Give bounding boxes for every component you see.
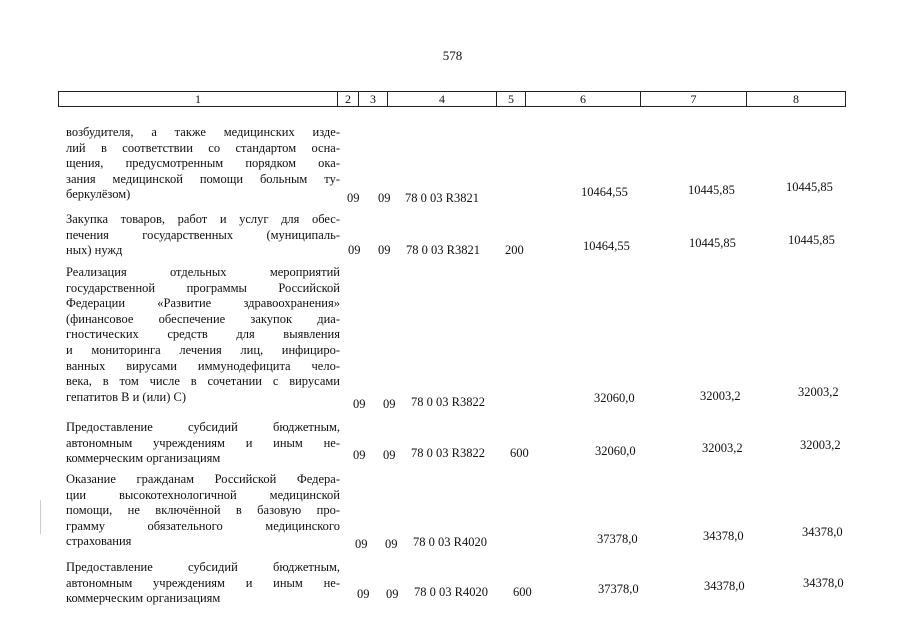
header-col-3: 3 xyxy=(358,91,388,107)
amount-year-1: 37378,0 xyxy=(597,532,638,546)
header-col-8: 8 xyxy=(746,91,846,107)
section-code: 09 xyxy=(347,191,360,205)
amount-year-1: 37378,0 xyxy=(598,582,639,596)
amount-year-2: 32003,2 xyxy=(700,389,741,403)
row-description: Оказание гражданам Российской Федера- ции высокотехнологичной медицинской помощи, не включённой в базовую про- грамму обязательного медицинского страхования xyxy=(66,472,340,549)
amount-year-3: 32003,2 xyxy=(798,385,839,399)
amount-year-3: 10445,85 xyxy=(786,180,833,194)
scan-artifact-line xyxy=(40,500,41,534)
subsection-code: 09 xyxy=(383,397,396,411)
row-description: Предоставление субсидий бюджетным, автономным учреждениям и иным не- коммерческим организациям xyxy=(66,560,340,606)
section-code: 09 xyxy=(357,587,370,601)
amount-year-1: 32060,0 xyxy=(595,444,636,458)
target-article-code: 78 0 03 R4020 xyxy=(414,585,488,599)
section-code: 09 xyxy=(353,397,366,411)
amount-year-2: 10445,85 xyxy=(688,183,735,197)
subsection-code: 09 xyxy=(383,448,396,462)
header-col-4: 4 xyxy=(387,91,497,107)
page-number: 578 xyxy=(442,48,463,63)
target-article-code: 78 0 03 R3822 xyxy=(411,446,485,460)
amount-year-2: 10445,85 xyxy=(689,236,736,250)
section-code: 09 xyxy=(348,243,361,257)
row-description: Предоставление субсидий бюджетным, автономным учреждениям и иным не- коммерческим организациям xyxy=(66,420,340,466)
subsection-code: 09 xyxy=(378,191,391,205)
header-col-5: 5 xyxy=(496,91,526,107)
row-description: Реализация отдельных мероприятий государственной программы Российской Федерации «Развитие здравоохранения» (финансовое обеспечение закупок диа- гностических средств для выявления и мониторинга лечения лиц, инфициро- ванных вирусами иммунодефицита чело- века, в том числе в сочетании с вирусами гепатитов В и (или) С) xyxy=(66,265,340,404)
amount-year-3: 10445,85 xyxy=(788,233,835,247)
subsection-code: 09 xyxy=(386,587,399,601)
expense-type-code: 200 xyxy=(505,243,524,257)
section-code: 09 xyxy=(353,448,366,462)
row-description: возбудителя, а также медицинских изде- лий в соответствии со стандартом осна- щения, предусмотренным порядком ока- зания медицинской помощи больным ту- беркулёзом) xyxy=(66,125,340,202)
amount-year-3: 32003,2 xyxy=(800,438,841,452)
subsection-code: 09 xyxy=(378,243,391,257)
amount-year-1: 10464,55 xyxy=(583,239,630,253)
expense-type-code: 600 xyxy=(513,585,532,599)
header-col-1: 1 xyxy=(58,91,338,107)
table-header xyxy=(58,91,846,107)
amount-year-2: 32003,2 xyxy=(702,441,743,455)
target-article-code: 78 0 03 R3821 xyxy=(405,191,479,205)
amount-year-2: 34378,0 xyxy=(704,579,745,593)
amount-year-1: 32060,0 xyxy=(594,391,635,405)
amount-year-3: 34378,0 xyxy=(803,576,844,590)
amount-year-2: 34378,0 xyxy=(703,529,744,543)
amount-year-1: 10464,55 xyxy=(581,185,628,199)
expense-type-code: 600 xyxy=(510,446,529,460)
target-article-code: 78 0 03 R3822 xyxy=(411,395,485,409)
amount-year-3: 34378,0 xyxy=(802,525,843,539)
header-col-6: 6 xyxy=(525,91,641,107)
header-col-7: 7 xyxy=(640,91,747,107)
section-code: 09 xyxy=(355,537,368,551)
subsection-code: 09 xyxy=(385,537,398,551)
row-description: Закупка товаров, работ и услуг для обес- печения государственных (муниципаль- ных) нужд xyxy=(66,212,340,258)
target-article-code: 78 0 03 R4020 xyxy=(413,535,487,549)
header-col-2: 2 xyxy=(337,91,359,107)
target-article-code: 78 0 03 R3821 xyxy=(406,243,480,257)
